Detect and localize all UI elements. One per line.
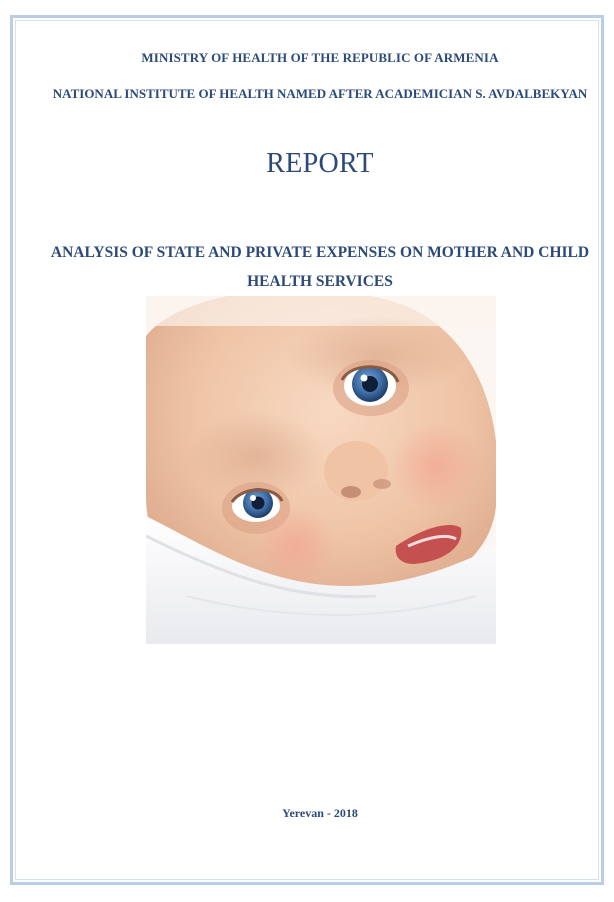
baby-face-image	[146, 296, 496, 644]
cover-photo	[146, 296, 496, 644]
place-and-year: Yerevan - 2018	[282, 806, 358, 820]
report-label: REPORT	[266, 148, 374, 179]
institute-heading: NATIONAL INSTITUTE OF HEALTH NAMED AFTER ACADEMICIAN S. AVDALBEKYAN	[52, 86, 588, 101]
report-title: ANALYSIS OF STATE AND PRIVATE EXPENSES ON MOTHER AND CHILD HEALTH SERVICES	[50, 244, 590, 290]
ministry-heading: MINISTRY OF HEALTH OF THE REPUBLIC OF ARMENIA	[141, 50, 499, 65]
